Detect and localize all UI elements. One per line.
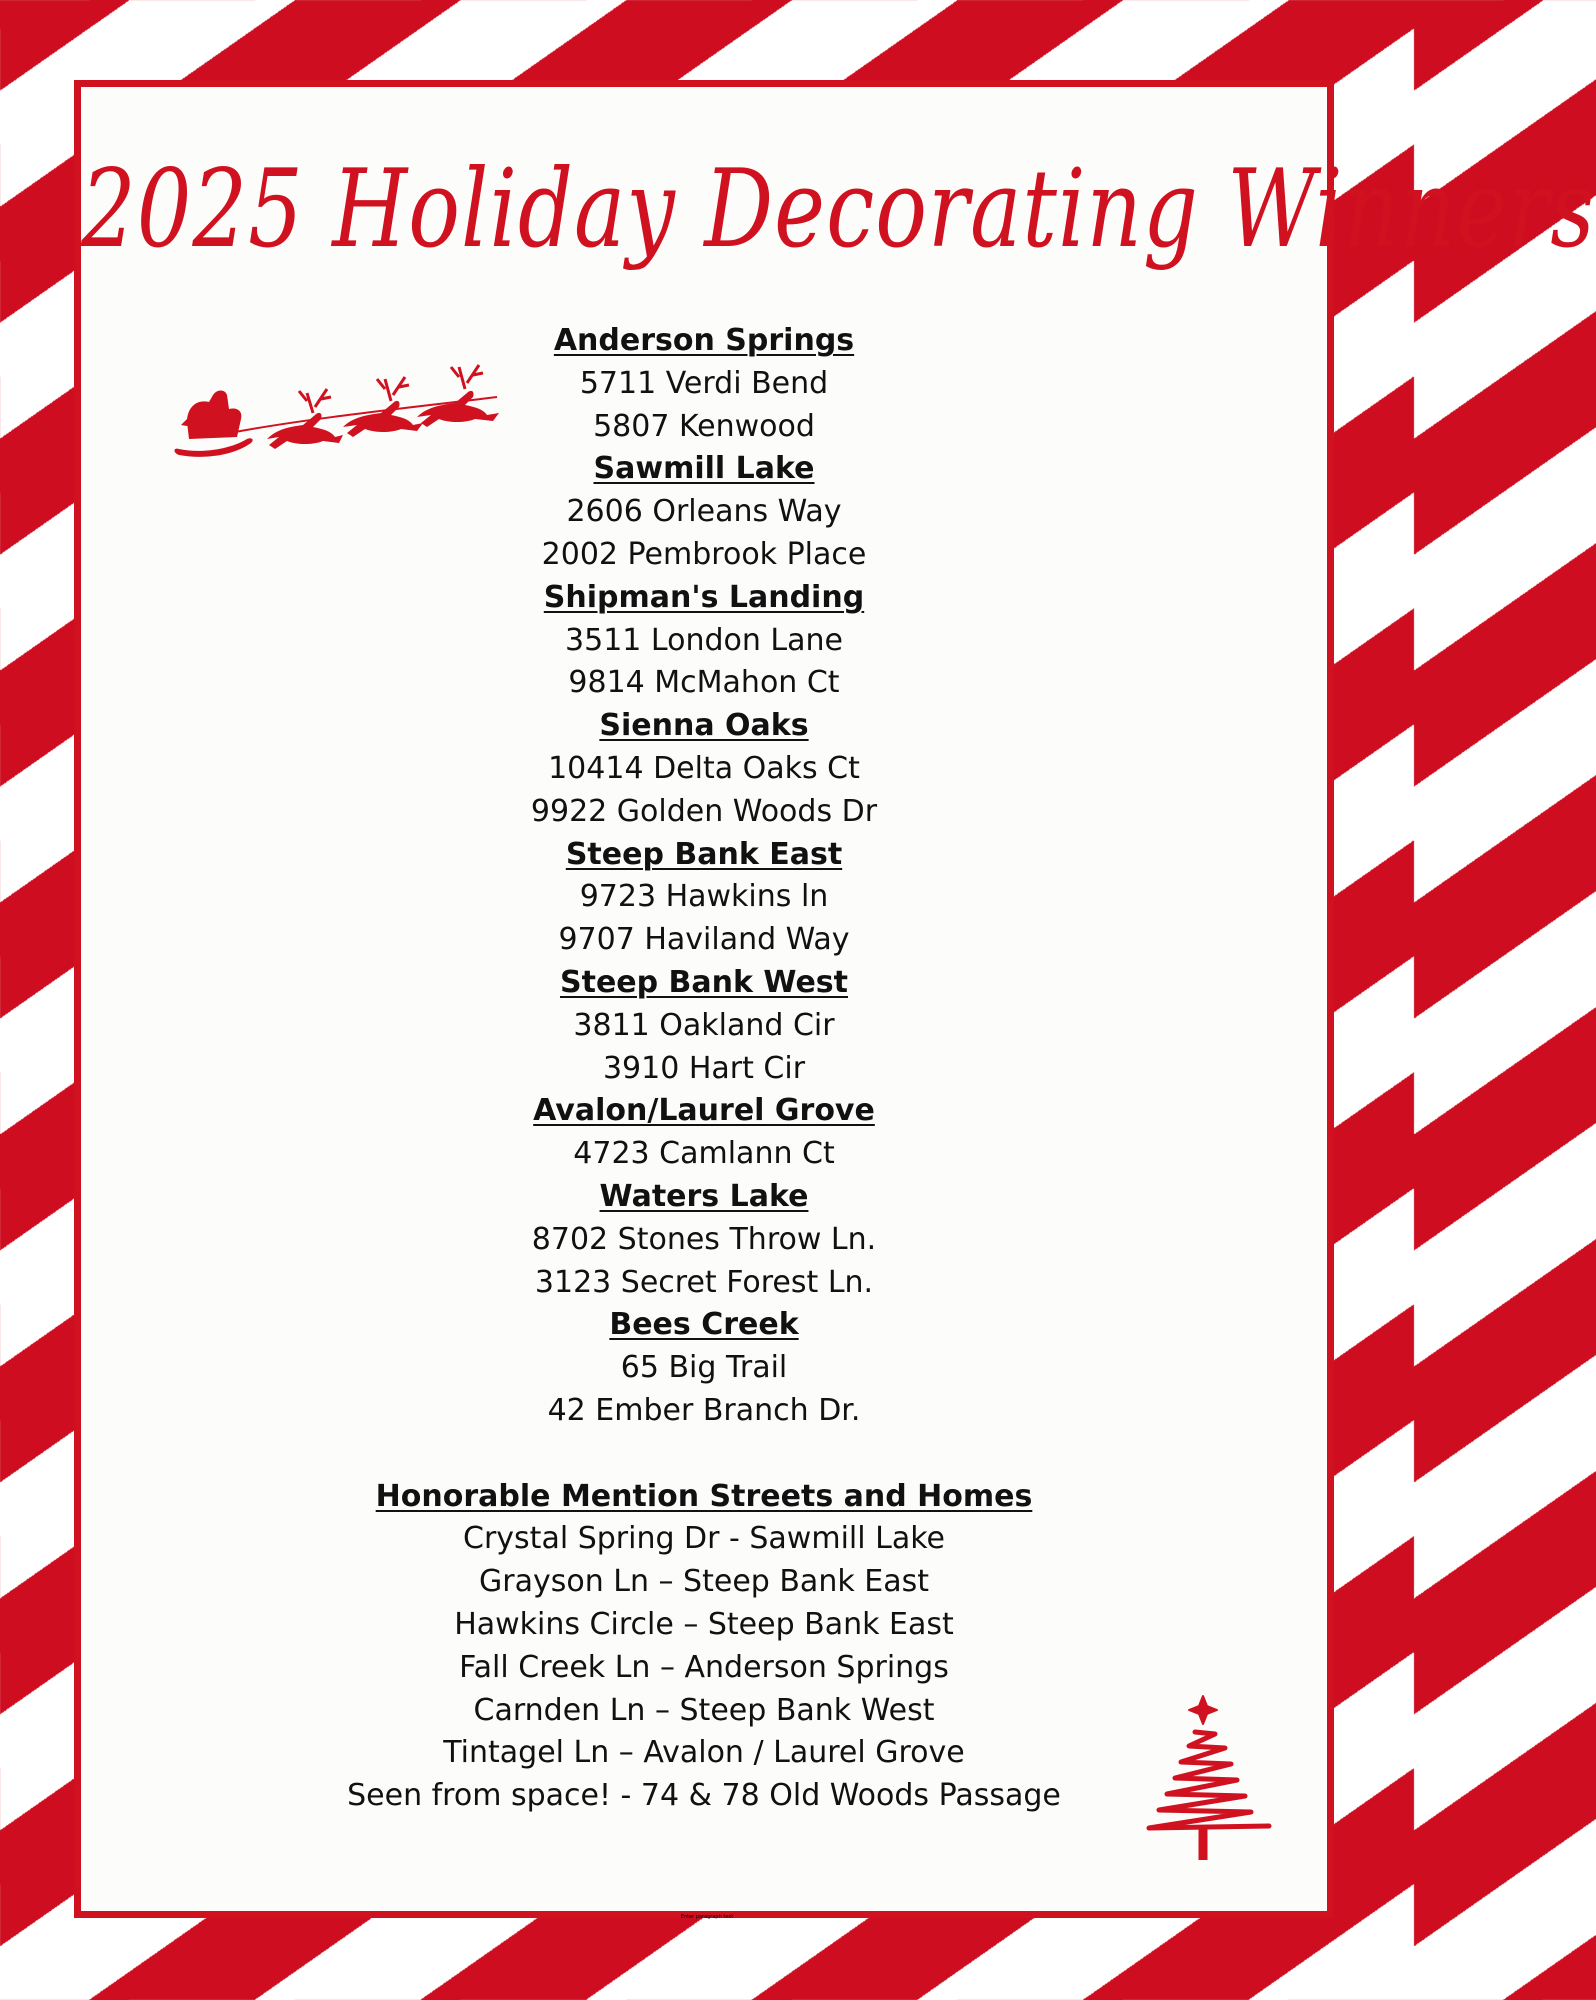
winner-address: 5711 Verdi Bend <box>579 365 829 401</box>
neighborhood-heading: Bees Creek <box>609 1307 799 1343</box>
winner-address: 9922 Golden Woods Dr <box>530 793 878 829</box>
neighborhood-heading: Anderson Springs <box>553 323 855 358</box>
honorable-mention-heading: Honorable Mention Streets and Homes <box>375 1478 1033 1514</box>
honorable-mention-item: Tintagel Ln – Avalon / Laurel Grove <box>443 1735 965 1771</box>
winner-address: 42 Ember Branch Dr. <box>547 1392 861 1428</box>
neighborhood-heading: Sawmill Lake <box>593 451 815 487</box>
neighborhood-heading: Sienna Oaks <box>599 708 809 744</box>
winner-address: 3511 London Lane <box>565 622 843 658</box>
neighborhood-heading: Waters Lake <box>599 1178 809 1214</box>
winner-address: 9723 Hawkins ln <box>579 879 829 915</box>
winner-address: 2002 Pembrook Place <box>541 536 867 572</box>
winner-address: 8702 Stones Throw Ln. <box>531 1221 877 1257</box>
honorable-mention-item: Carnden Ln – Steep Bank West <box>473 1692 935 1728</box>
neighborhood-heading: Steep Bank East <box>565 836 843 872</box>
neighborhood-heading: Shipman's Landing <box>543 579 865 615</box>
winner-address: 65 Big Trail <box>620 1350 788 1386</box>
section-spacer <box>81 1433 1327 1476</box>
winner-address: 3123 Secret Forest Ln. <box>534 1264 874 1300</box>
winner-address: 3811 Oakland Cir <box>573 1007 835 1043</box>
page-title: 2025 Holiday Decorating Winners <box>81 147 1596 272</box>
winner-address: 9814 McMahon Ct <box>568 665 840 701</box>
honorable-mention-item: Fall Creek Ln – Anderson Springs <box>459 1649 949 1685</box>
winners-list <box>81 320 1327 1818</box>
winner-address: 5807 Kenwood <box>593 408 815 444</box>
honorable-mention-item: Seen from space! - 74 & 78 Old Woods Passage <box>347 1778 1061 1814</box>
honorable-mention-item: Hawkins Circle – Steep Bank East <box>454 1606 954 1642</box>
honorable-mention-item: Grayson Ln – Steep Bank East <box>479 1564 929 1600</box>
notice-card <box>74 80 1596 1918</box>
winner-address: 3910 Hart Cir <box>602 1050 806 1086</box>
winner-address: 10414 Delta Oaks Ct <box>548 750 860 786</box>
winner-address: 9707 Haviland Way <box>558 922 850 958</box>
honorable-mention-item: Crystal Spring Dr - Sawmill Lake <box>463 1521 945 1557</box>
christmas-tree-icon <box>1133 1684 1273 1864</box>
neighborhood-heading: Steep Bank West <box>560 964 848 1000</box>
neighborhood-heading: Avalon/Laurel Grove <box>533 1093 875 1129</box>
winner-address: 2606 Orleans Way <box>566 494 842 530</box>
winner-address: 4723 Camlann Ct <box>573 1136 835 1172</box>
footnote-text: Enter paragraph text <box>680 1914 734 1920</box>
